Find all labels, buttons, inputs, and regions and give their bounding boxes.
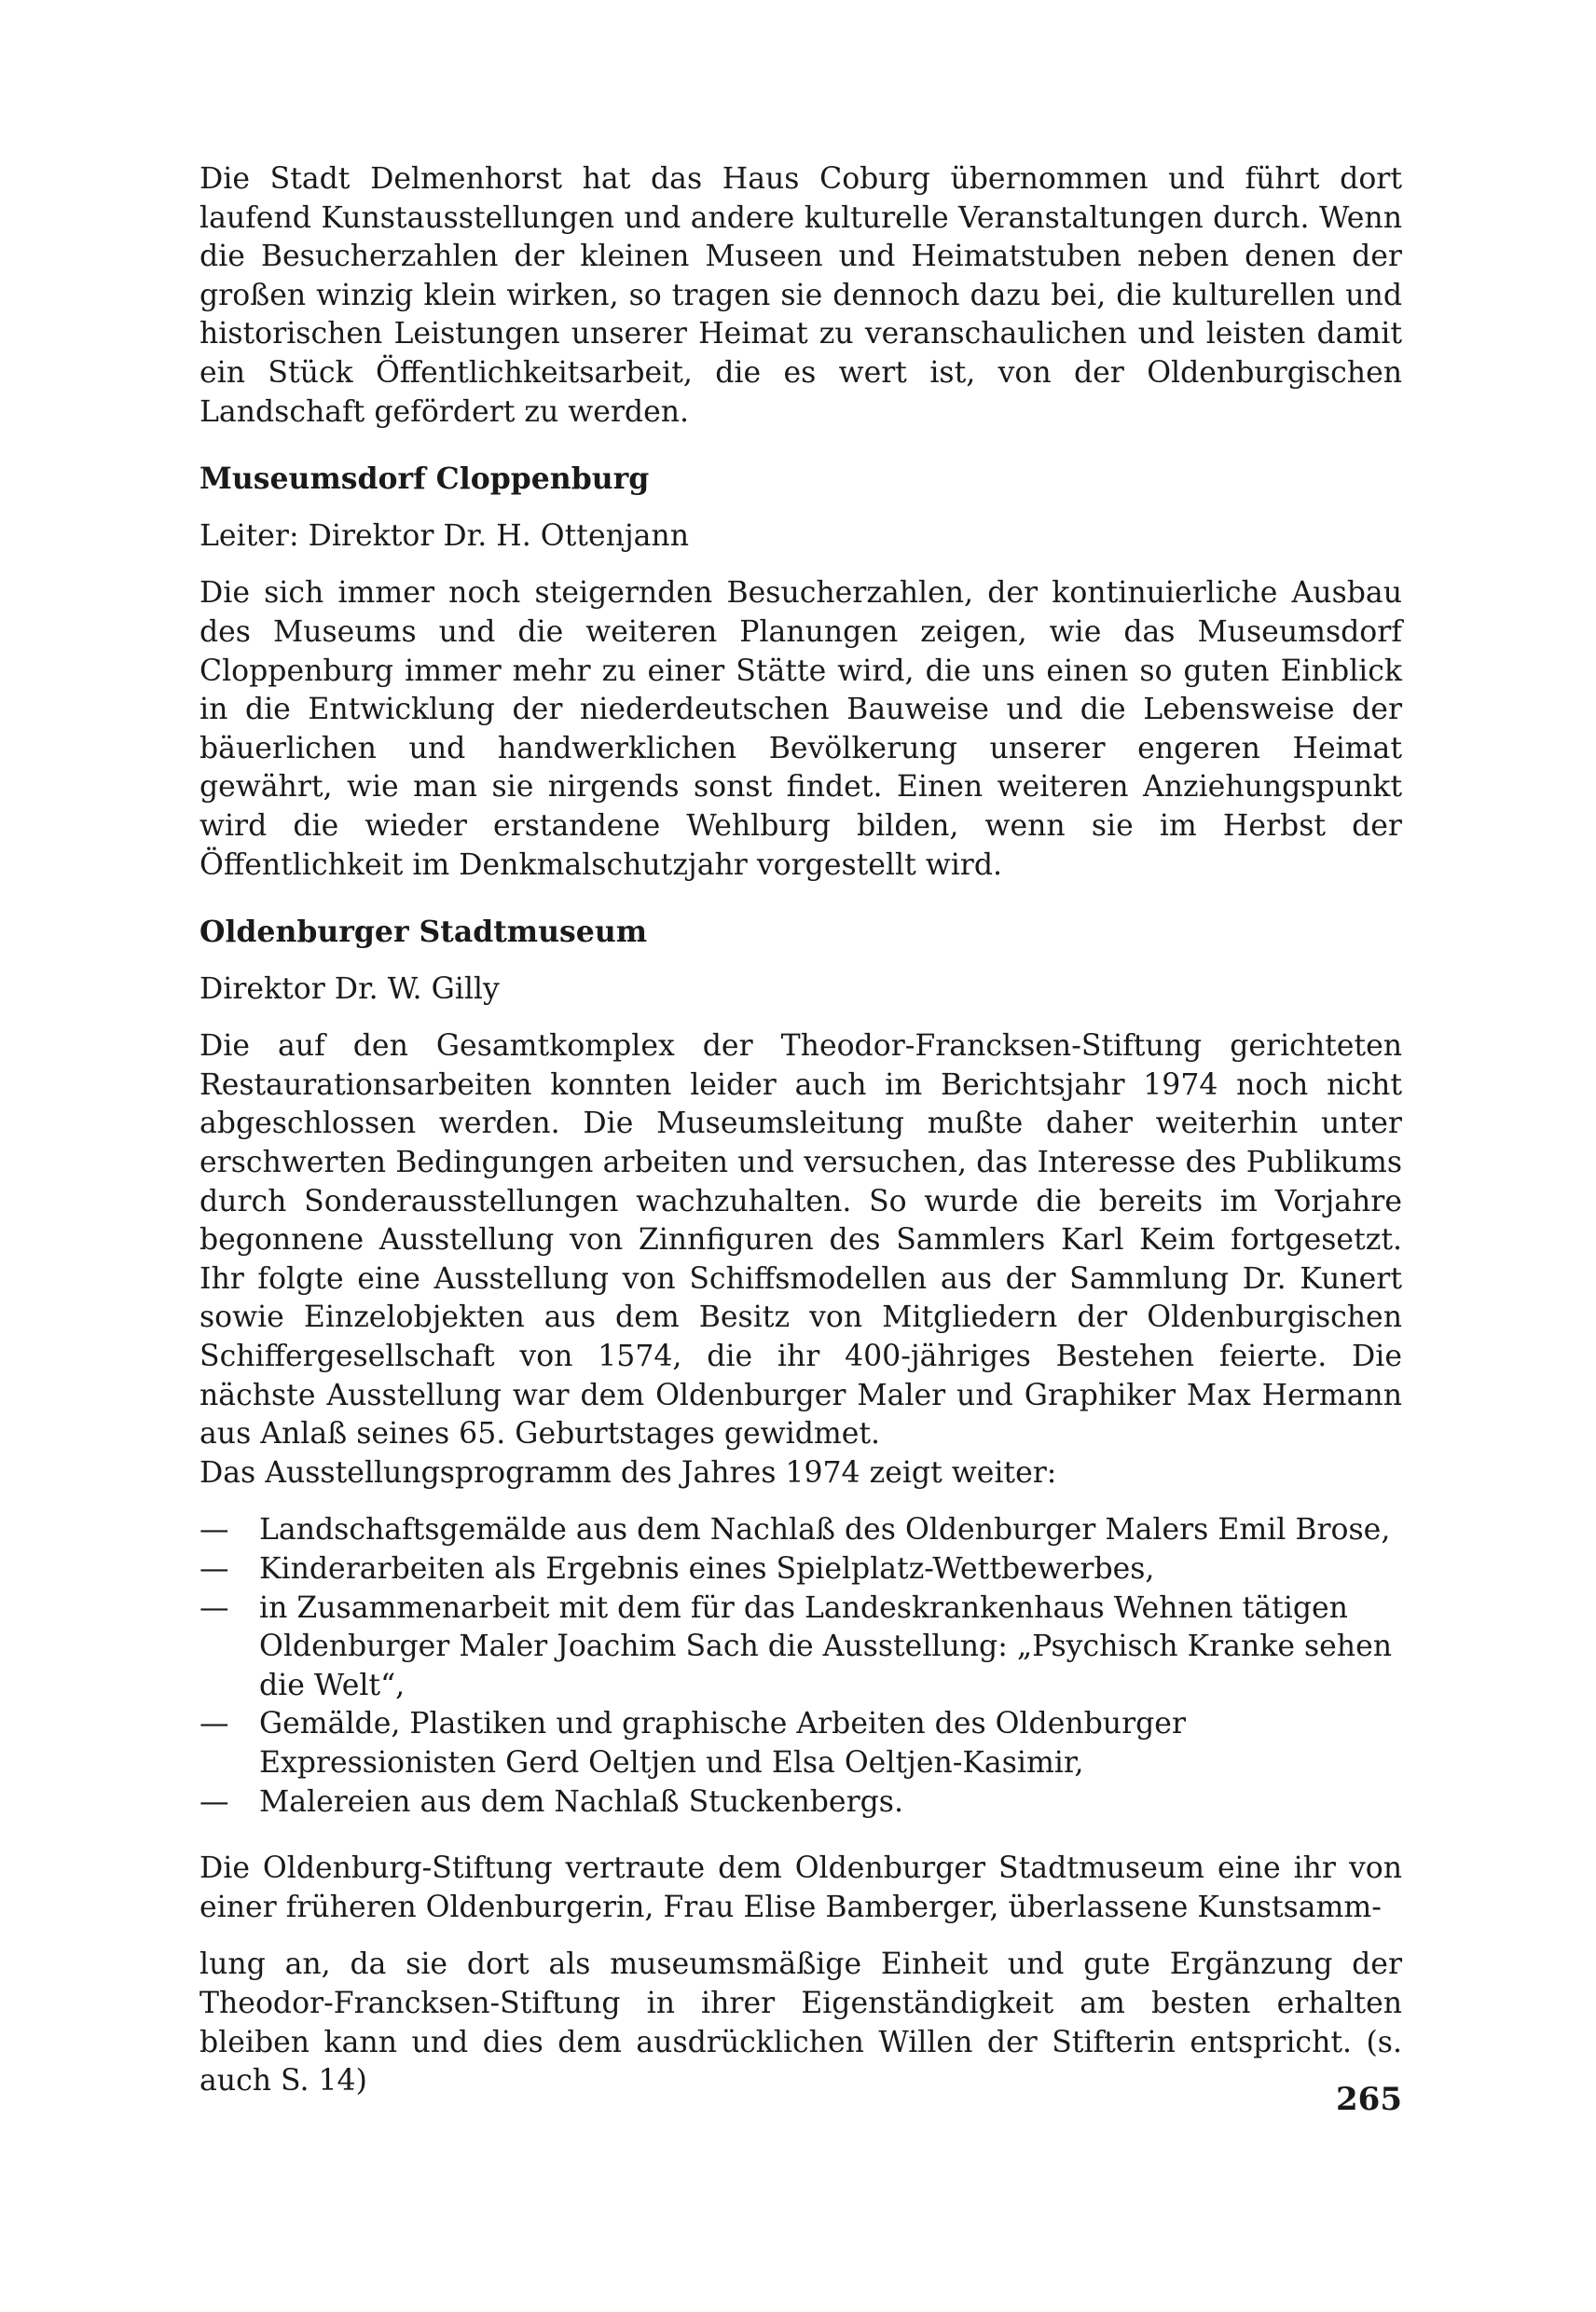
section-heading-stadtmuseum: Oldenburger Stadtmuseum (200, 915, 648, 950)
exhibition-list (200, 1511, 1402, 1822)
list-item: — in Zusammenarbeit mit dem für das Landeskrankenhaus Wehnen tätigen Oldenburger Maler Joachim Sach die Ausstellung: „Psychisch Kranke sehen die Welt“, (200, 1590, 1402, 1706)
section-heading-museumsdorf: Museumsdorf Cloppenburg (200, 461, 650, 497)
intro-paragraph: Die Stadt Delmenhorst hat das Haus Coburg übernommen und führt dort laufend Kunstausstellungen und andere kulturelle Veranstaltungen durch. Wenn die Besucherzahlen der kleinen Museen und Heimatstuben neben denen der großen winzig klein wirken, so tragen sie dennoch dazu bei, die kulturellen und historischen Leistungen unserer Heimat zu veranschaulichen und leisten damit ein Stück Öffentlichkeitsarbeit, die es wert ist, von der Oldenburgischen Landschaft gefördert zu werden. (200, 162, 1402, 429)
museumsdorf-paragraph: Die sich immer noch steigernden Besucherzahlen, der kontinuierliche Ausbau des Museums und die weiteren Planungen zeigen, wie das Museumsdorf Cloppenburg immer mehr zu einer Stätte wird, die uns einen so guten Einblick in die Entwicklung der niederdeutschen Bauweise und die Lebensweise der bäuerlichen und handwerklichen Bevölkerung unserer engeren Heimat gewährt, wie man sie nirgends sonst findet. Einen weiteren Anziehungspunkt wird die wieder erstandene Wehlburg bilden, wenn sie im Herbst der Öffentlichkeit im Denkmalschutzjahr vorgestellt wird. (200, 576, 1402, 882)
stadtmuseum-paragraph: Die auf den Gesamtkomplex der Theodor-Francksen-Stiftung gerichteten Restaurationsarbeiten konnten leider auch im Berichtsjahr 1974 noch nicht abgeschlossen werden. Die Museumsleitung mußte daher weiterhin unter erschwerten Bedingungen arbeiten und versuchen, das Interesse des Publikums durch Sonderausstellungen wachzuhalten. So wurde die bereits im Vorjahre begonnene Ausstellung von Zinnfiguren des Sammlers Karl Keim fortgesetzt. Ihr folgte eine Ausstellung von Schiffsmodellen aus der Sammlung Dr. Kunert sowie Einzelobjekten aus dem Besitz von Mitgliedern der Oldenburgischen Schiffergesellschaft von 1574, die ihr 400-jähriges Bestehen feierte. Die nächste Ausstellung war dem Oldenburger Maler und Graphiker Max Hermann aus Anlaß seines 65. Geburtstages gewidmet. (200, 1029, 1402, 1452)
page-number: 265 (1336, 2081, 1402, 2118)
list-item: — Kinderarbeiten als Ergebnis eines Spielplatz-Wettbewerbes, (200, 1550, 1402, 1590)
section-subheading-direktor: Direktor Dr. W. Gilly (200, 971, 500, 1006)
list-item: — Gemälde, Plastiken und graphische Arbeiten des Oldenburger Expressionisten Gerd Oeltjen und Elsa Oeltjen-Kasimir, (200, 1705, 1402, 1782)
section-subheading-leiter: Leiter: Direktor Dr. H. Ottenjann (200, 518, 689, 553)
closing-paragraph-part2: lung an, da sie dort als museumsmäßige Einheit und gute Ergänzung der Theodor-Francksen-Stiftung in ihrer Eigenständigkeit am besten erhalten bleiben kann und dies dem ausdrücklichen Willen der Stifterin entspricht. (s. auch S. 14) (200, 1947, 1402, 2099)
list-item: — Malereien aus dem Nachlaß Stuckenbergs. (200, 1783, 1402, 1823)
list-item: — Landschaftsgemälde aus dem Nachlaß des Oldenburger Malers Emil Brose, (200, 1511, 1402, 1550)
closing-paragraph-part1: Die Oldenburg-Stiftung vertraute dem Oldenburger Stadtmuseum eine ihr von einer früheren Oldenburgerin, Frau Elise Bamberger, überlassene Kunstsamm- (200, 1851, 1402, 1924)
list-intro: Das Ausstellungsprogramm des Jahres 1974 zeigt weiter: (200, 1455, 1057, 1490)
document-page (200, 160, 1402, 2101)
